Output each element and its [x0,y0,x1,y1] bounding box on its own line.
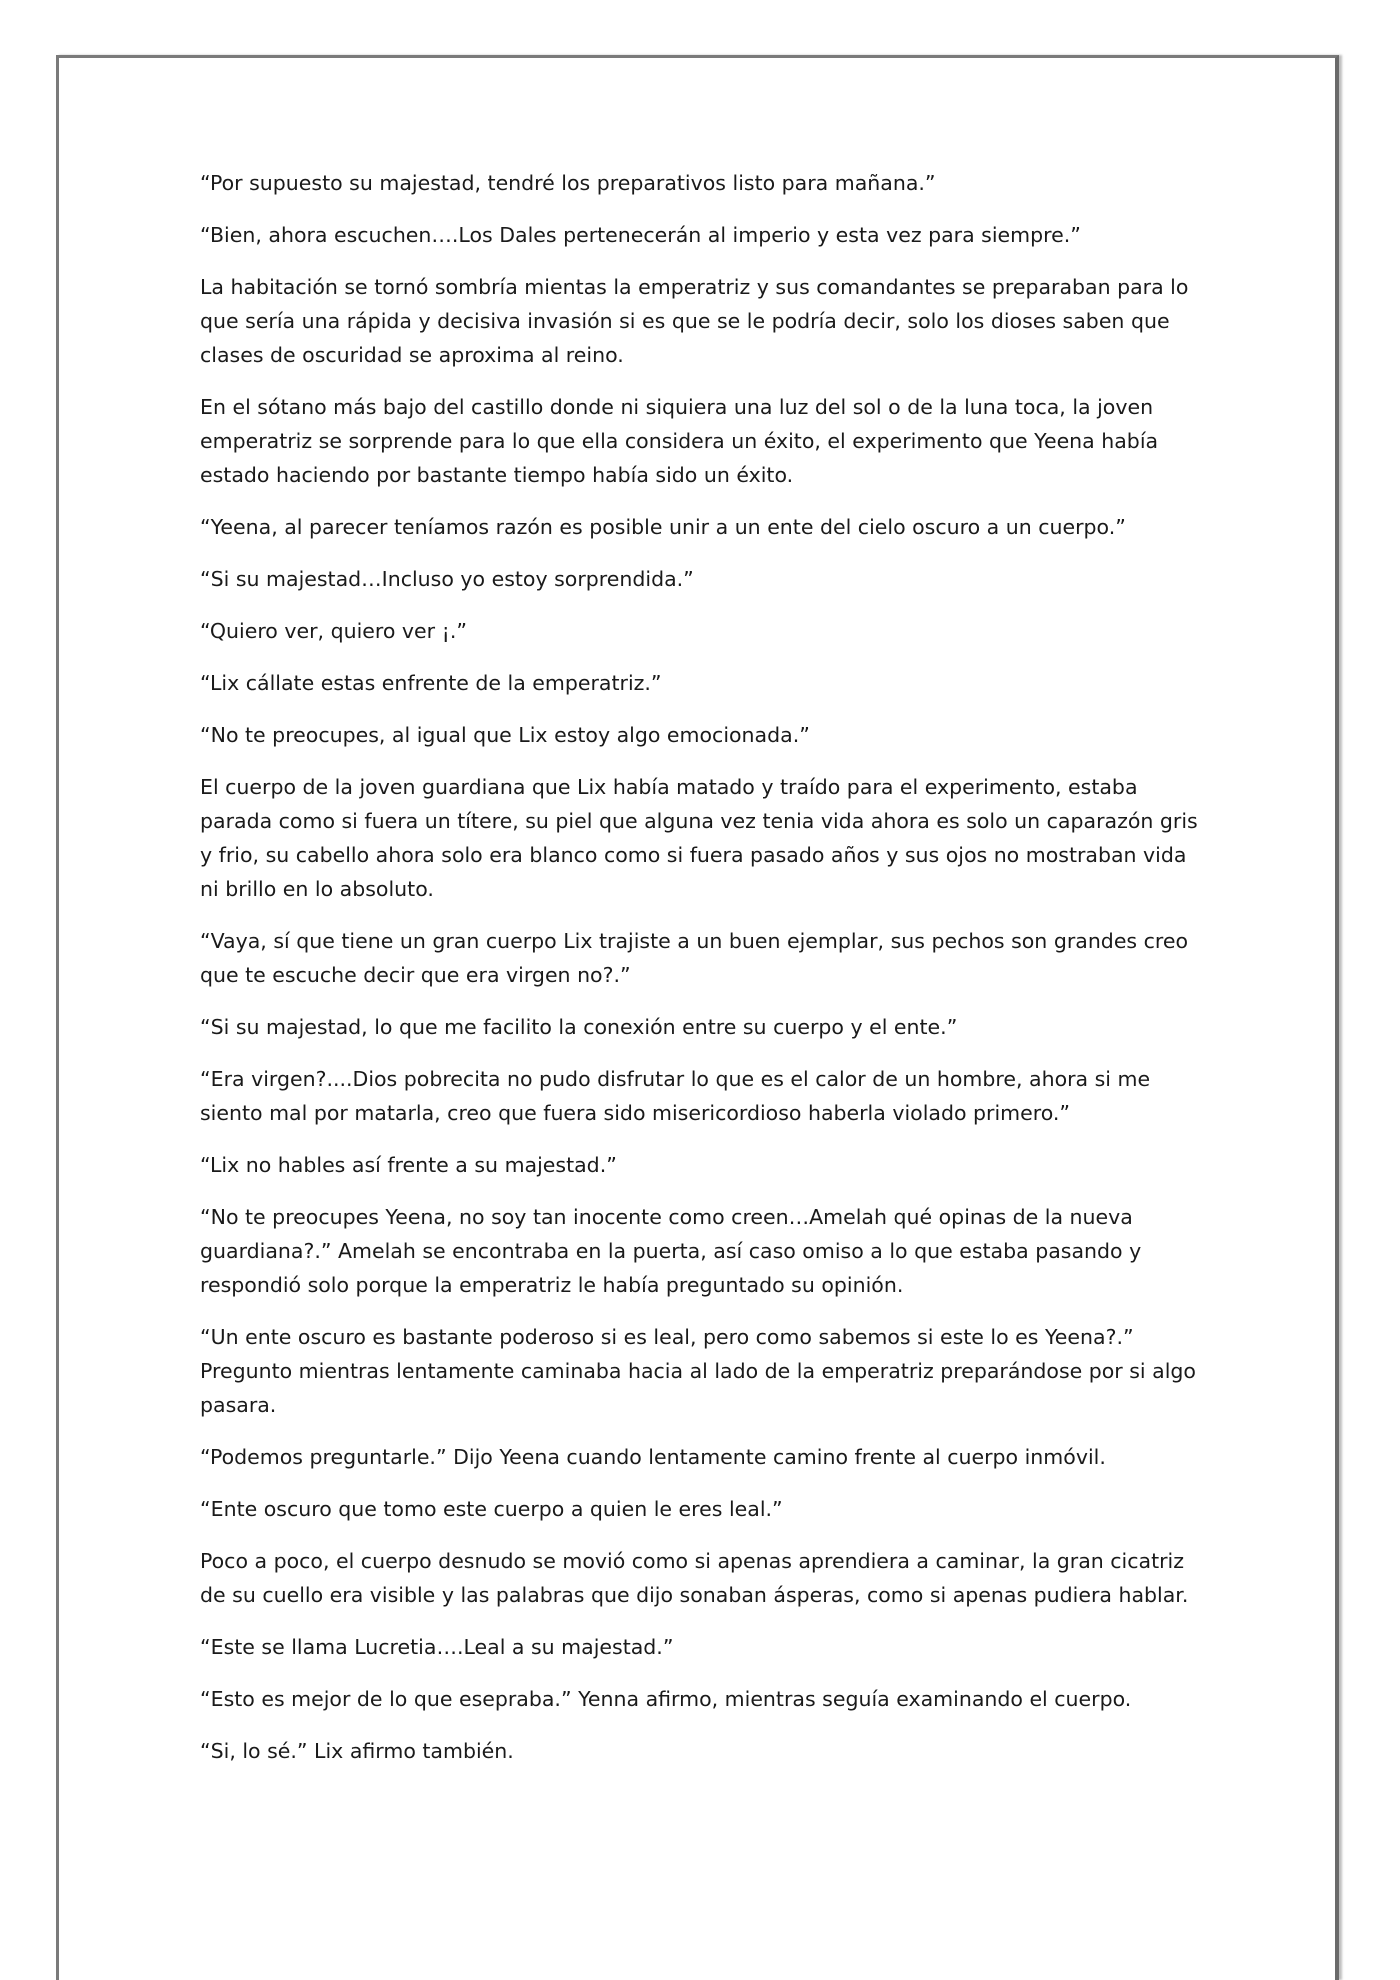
paragraph: El cuerpo de la joven guardiana que Lix había matado y traído para el experimento, estaba parada como si fuera un títere, su piel que alguna vez tenia vida ahora es solo un caparazón gris y frio, su cabello ahora solo era blanco como si fuera pasado años y sus ojos no mostraban vida ni brillo en lo absoluto. [200,775,1198,901]
paragraph: “Quiero ver, quiero ver ¡.” [200,619,467,643]
paragraph: “Lix no hables así frente a su majestad.” [200,1153,617,1177]
paragraph: “No te preocupes, al igual que Lix estoy algo emocionada.” [200,723,810,747]
paragraph: “Lix cállate estas enfrente de la emperatriz.” [200,671,662,695]
paragraph: “Bien, ahora escuchen….Los Dales pertenecerán al imperio y esta vez para siempre.” [200,223,1081,247]
paragraph: “Podemos preguntarle.” Dijo Yeena cuando lentamente camino frente al cuerpo inmóvil. [200,1445,1106,1469]
paragraph: “Si su majestad, lo que me facilito la conexión entre su cuerpo y el ente.” [200,1015,958,1039]
paragraph: “Vaya, sí que tiene un gran cuerpo Lix trajiste a un buen ejemplar, sus pechos son grandes creo que te escuche decir que era virgen no?.” [200,929,1189,987]
paragraph: La habitación se tornó sombría mientas la emperatriz y sus comandantes se preparaban para lo que sería una rápida y decisiva invasión si es que se le podría decir, solo los dioses saben que clases de oscuridad se aproxima al reino. [200,275,1189,367]
paragraph: “Un ente oscuro es bastante poderoso si es leal, pero como sabemos si este lo es Yeena?.” Pregunto mientras lentamente caminaba hacia al lado de la emperatriz preparándose por si algo pasara. [200,1325,1196,1417]
paragraph: Poco a poco, el cuerpo desnudo se movió como si apenas aprendiera a caminar, la gran cicatriz de su cuello era visible y las palabras que dijo sonaban ásperas, como si apenas pudiera hablar. [200,1549,1189,1607]
paragraph: “Era virgen?....Dios pobrecita no pudo disfrutar lo que es el calor de un hombre, ahora si me siento mal por matarla, creo que fuera sido misericordioso haberla violado primero.” [200,1067,1151,1125]
document-body [200,166,1210,1786]
paragraph: “Yeena, al parecer teníamos razón es posible unir a un ente del cielo oscuro a un cuerpo.” [200,515,1126,539]
paragraph: “Por supuesto su majestad, tendré los preparativos listo para mañana.” [200,171,936,195]
paragraph: “Si, lo sé.” Lix afirmo también. [200,1739,514,1763]
paragraph: En el sótano más bajo del castillo donde ni siquiera una luz del sol o de la luna toca, la joven emperatriz se sorprende para lo que ella considera un éxito, el experimento que Yeena había estado haciendo por bastante tiempo había sido un éxito. [200,395,1159,487]
paragraph: “Ente oscuro que tomo este cuerpo a quien le eres leal.” [200,1497,783,1521]
paragraph: “Si su majestad…Incluso yo estoy sorprendida.” [200,567,694,591]
paragraph: “No te preocupes Yeena, no soy tan inocente como creen…Amelah qué opinas de la nueva guardiana?.” Amelah se encontraba en la puerta, así caso omiso a lo que estaba pasando y respondió solo porque la emperatriz le había preguntado su opinión. [200,1205,1142,1297]
paragraph: “Este se llama Lucretia….Leal a su majestad.” [200,1635,674,1659]
paragraph: “Esto es mejor de lo que esepraba.” Yenna afirmo, mientras seguía examinando el cuerpo. [200,1687,1132,1711]
